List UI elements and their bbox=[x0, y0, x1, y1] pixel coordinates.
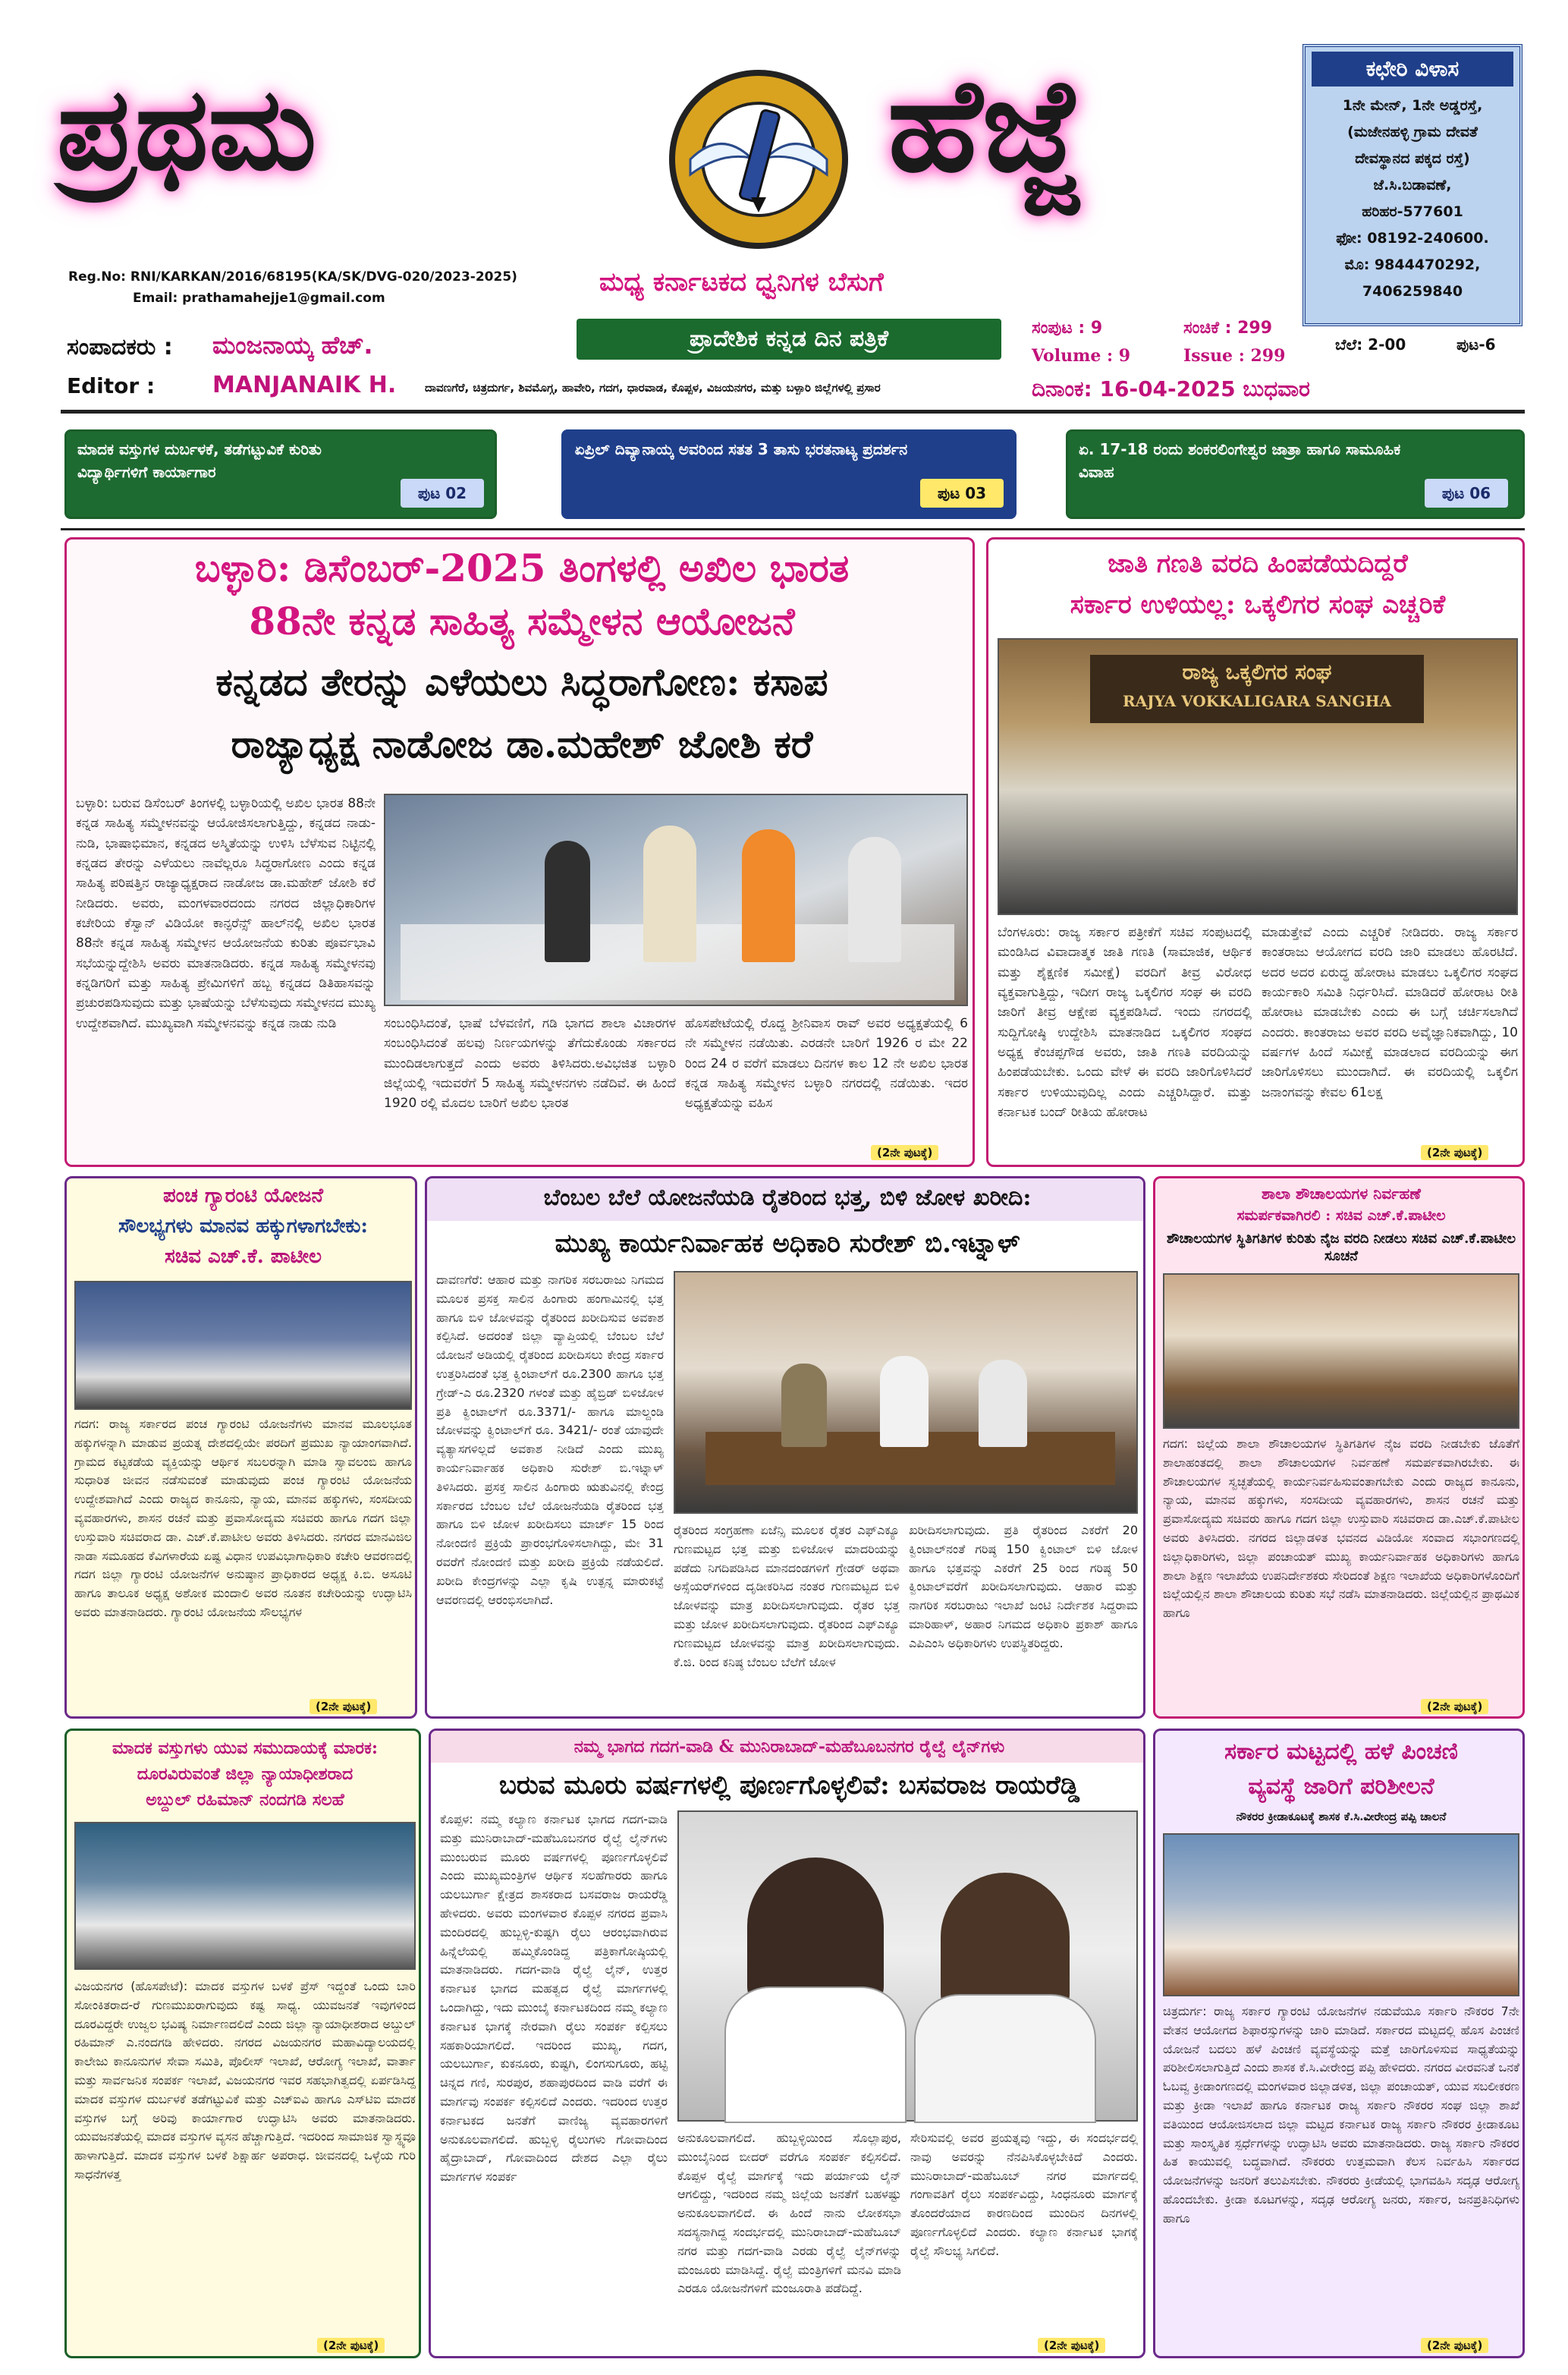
masthead-rule bbox=[61, 410, 1525, 414]
office-line: ದೇವಸ್ಥಾನದ ಪಕ್ಕದ ರಸ್ತೆ) bbox=[1355, 150, 1470, 167]
office-line: ಜೆ.ಸಿ.ಬಡಾವಣೆ, bbox=[1373, 177, 1452, 193]
pension-headline-1: ಸರ್ಕಾರ ಮಟ್ಟದಲ್ಲಿ ಹಳೆ ಪಿಂಚಣಿ bbox=[1224, 1738, 1458, 1765]
bembala-headline-1-bar bbox=[427, 1178, 1145, 1221]
date-line: ದಿನಾಂಕ: 16-04-2025 ಬುಧವಾರ bbox=[1032, 376, 1310, 401]
continued-label: (2ನೇ ಪುಟಕ್ಕೆ) bbox=[871, 1145, 938, 1160]
pension-photo bbox=[1163, 1833, 1519, 1996]
bembala-col-2: ರೈತರಿಂದ ಸಂಗ್ರಹಣಾ ಏಜೆನ್ಸಿ ಮೂಲಕ ರೈತರ ಎಫ್‌ಎಕ್ಯೂ ಗುಣಮಟ್ಟದ ಭತ್ತ ಮತ್ತು ಬಿಳಿಜೋಳ ಮಾದರಿಯನ್ನು ಪಡೆದು ನಿಗದಿಪಡಿಸಿದ ಮಾನದಂಡಗಳಿಗೆ ಗ್ರೇಡರ್ ಅಥವಾ ಅಸ್ಸೆಯರ್‌ಗಳಿಂದ ದೃಡೀಕರಿಸಿದ ನಂತರ ಗುಣಮಟ್ಟದ ಬಿಳಿ ಜೋಳವನ್ನು ಮಾತ್ರ ಖರೀದಿಸಲಾಗುವುದು. ರೈತರ ಭತ್ತ ಮತ್ತು ಜೋಳ ಖರೀದಿಸಲಾಗುವುದು. ರೈತರಿಂದ ಎಫ್‌ಎಕ್ಯೂ ಗುಣಮಟ್ಟದ ಜೋಳವನ್ನು ಮಾತ್ರ ಖರೀದಿಸಲಾಗುವುದು. ಕೆ.ಜಿ. ರಿಂದ ಕನಿಷ್ಠ ಬೆಂಬಲ ಬೆಲೆಗೆ ಜೋಳ bbox=[674, 1523, 900, 1669]
office-line: ಮೊ: 9844470292, bbox=[1344, 256, 1481, 273]
drugs-story bbox=[64, 1729, 421, 2358]
masthead-logo bbox=[668, 68, 850, 250]
bembala-headline-1: ಬೆಂಬಲ ಬೆಲೆ ಯೋಜನೆಯಡಿ ರೈತರಿಂದ ಭತ್ತ, ಬಿಳಿ ಜೋಳ ಖರೀದಿ: bbox=[543, 1184, 1032, 1211]
guarantee-headline-2: ಸೌಲಭ್ಯಗಳು ಮಾನವ ಹಕ್ಕುಗಳಾಗಬೇಕು: bbox=[118, 1215, 368, 1238]
railway-headline-2: ಬರುವ ಮೂರು ವರ್ಷಗಳಲ್ಲಿ ಪೂರ್ಣಗೊಳ್ಳಲಿವೆ: ಬಸವರಾಜ ರಾಯರೆಡ್ಡಿ bbox=[498, 1770, 1080, 1801]
guarantee-story bbox=[64, 1176, 417, 1719]
school-headline-2: ಸಮರ್ಪಕವಾಗಿರಲಿ : ಸಚಿವ ಎಚ್.ಕೆ.ಪಾಟೀಲ bbox=[1236, 1207, 1446, 1224]
lead-col-3: ಹೊಸಪೇಟೆಯಲ್ಲಿ ರೊದ್ದ ಶ್ರೀನಿವಾಸ ರಾವ್ ಅವರ ಅಧ್ಯಕ್ಷತೆಯಲ್ಲಿ 6 ನೇ ಸಮ್ಮೇಳನ ನಡೆಯಿತು. ಎರಡನೇ ಬಾರಿಗೆ 1926 ರ ಮೇ 22 ರಿಂದ 24 ರ ವರೆಗೆ ಮಾಡಲು ದಿನಗಳ ಕಾಲ 12 ನೇ ಅಖಿಲ ಭಾರತ ಕನ್ನಡ ಸಾಹಿತ್ಯ ಸಮ್ಮೇಳನ ಬಳ್ಳಾರಿ ನಗರದಲ್ಲಿ ನಡೆಯಿತು. ಇದರ ಅಧ್ಯಕ್ಷತೆಯನ್ನು ವಹಿಸ bbox=[685, 1016, 968, 1112]
volume-kn: ಸಂಪುಟ : 9 bbox=[1032, 319, 1103, 338]
pension-headline-3: ನೌಕರರ ಕ್ರೀಡಾಕೂಟಕ್ಕೆ ಶಾಸಕ ಕೆ.ಸಿ.ವೀರೇಂದ್ರ ಪಪ್ಪಿ ಚಾಲನೆ bbox=[1236, 1810, 1447, 1823]
editor-kn-label: ಸಂಪಾದಕರು : bbox=[67, 334, 173, 360]
drugs-body: ವಿಜಯನಗರ (ಹೊಸಪೇಟೆ): ಮಾದಕ ವಸ್ತುಗಳ ಬಳಕೆ ಪ್ರೆಸ್ ಇದ್ದಂತೆ ಒಂದು ಬಾರಿ ಸೋಂಕಿತರಾದ-ರೆ ಗುಣಮುಖರಾಗುವುದು ಕಷ್ಟ ಸಾಧ್ಯ. ಯುವಜನತೆ ಇವುಗಳಿಂದ ದೂರವಿದ್ದರೇ ಉಜ್ವಲ ಭವಿಷ್ಯ ನಿರ್ಮಾಣದಲಿದೆ ಎಂದು ಜಿಲ್ಲಾ ನ್ಯಾಯಾಧೀಶರಾದ ಅಬ್ದುಲ್ ರಹಿಮಾನ್ ಎ.ನಂದಗಡಿ ಹೇಳಿದರು. ನಗರದ ವಿಜಯನಗರ ಮಹಾವಿದ್ಯಾಲಯದಲ್ಲಿ ಕಾಲೇಜು ಕಾನೂನುಗಳ ಸೇವಾ ಸಮಿತಿ, ಪೊಲೀಸ್ ಇಲಾಖೆ, ಆರೋಗ್ಯ ಇಲಾಖೆ, ವಾರ್ತಾ ಮತ್ತು ಸಾರ್ವಜನಿಕ ಸಂಪರ್ಕ ಇಲಾಖೆ, ವಿಜಯನಗರ ಇವರ ಸಹಭಾಗಿತ್ವದಲ್ಲಿ ಏರ್ಪಡಿಸಿದ್ದ ಮಾದಕ ವಸ್ತುಗಳ ದುರ್ಬಳಕೆ ತಡೆಗಟ್ಟುವಿಕೆ ಮತ್ತು ಎಚ್‌ಐವಿ ಹಾಗೂ ಎಸ್‌ಟಿಐ ಮಾದಕ ವಸ್ತುಗಳ ಬಗ್ಗೆ ಅರಿವು ಕಾರ್ಯಾಗಾರ ಉದ್ಘಾಟಿಸಿ ಅವರು ಮಾತನಾಡಿದರು. ಯುವಜನತೆಯಲ್ಲಿ ಮಾದಕ ವಸ್ತುಗಳ ವ್ಯಸನ ಹೆಚ್ಚಾಗುತ್ತಿದೆ. ಇದರಿಂದ ಸಾಮಾಜಿಕ ಸ್ವಾಸ್ಥ್ಯವೂ ಹಾಳಾಗುತ್ತಿದೆ. ಮಾದಕ ವಸ್ತುಗಳ ಬಳಕೆ ಶಿಕ್ಷಾರ್ಹ ಅಪರಾಧ. ಜೀವನದಲ್ಲಿ ಒಳ್ಳೆಯ ಗುರಿ ಸಾಧನೆಗಳತ್ತ bbox=[74, 1979, 416, 2182]
railway-col-2: ಸೇರಿಸುವಲ್ಲಿ ಅವರ ಪ್ರಯತ್ನವು ಇದ್ದು, ಈ ಸಂದರ್ಭದಲ್ಲಿ ನಾವು ಅವರನ್ನು ನೆನಪಿಸಿಕೊಳ್ಳಬೇಕಿದೆ ಎಂದರು. ಮುನಿರಾಬಾದ್-ಮಹೆಬೂಬ್ ನಗರ ಮಾರ್ಗದಲ್ಲಿ ಗಂಗಾವತಿಗೆ ರೈಲು ಸಂಪರ್ಕವಿದ್ದು, ಸಿಂಧನೂರು ಮಾರ್ಗಕ್ಕೆ ತೊಂದರೆಯಾದ ಕಾರಣದಿಂದ ಮುಂದಿನ ದಿನಗಳಲ್ಲಿ ಪೂರ್ಣಗೊಳ್ಳಲಿದೆ ಎಂದರು. ಕಲ್ಯಾಣ ಕರ್ನಾಟಕ ಭಾಗಕ್ಕೆ ರೈಲ್ವೆ ಸೌಲಭ್ಯ ಸಿಗಲಿದೆ. bbox=[910, 2131, 1138, 2258]
masthead-title-left: ಪ್ರಥಮ bbox=[57, 62, 317, 196]
teaser-1[interactable]: ಮಾದಕ ವಸ್ತುಗಳ ದುರ್ಬಳಕೆ, ತಡೆಗಟ್ಟುವಿಕೆ ಕುರಿತು ವಿದ್ಯಾರ್ಥಿಗಳಿಗೆ ಕಾರ್ಯಾಗಾರ ಪುಟ 02 bbox=[64, 429, 497, 519]
teaser-rule bbox=[61, 528, 1525, 530]
lead-headline-2: 88ನೇ ಕನ್ನಡ ಸಾಹಿತ್ಯ ಸಮ್ಮೇಳನ ಆಯೋಜನೆ bbox=[249, 599, 795, 643]
school-photo bbox=[1163, 1273, 1519, 1429]
masthead-title-right: ಹೆಜ್ಜೆ bbox=[888, 49, 1083, 201]
continued-label: (2ನೇ ಪುಟಕ್ಕೆ) bbox=[317, 2338, 385, 2353]
lead-story bbox=[64, 537, 975, 1167]
teaser-3[interactable]: ಏ. 17-18 ರಂದು ಶಂಕರಲಿಂಗೇಶ್ವರ ಜಾತ್ರಾ ಹಾಗೂ ಸಾಮೂಹಿಕ ವಿವಾಹ ಪುಟ 06 bbox=[1066, 429, 1525, 519]
office-line: ಫೋ: 08192-240600. bbox=[1336, 230, 1489, 247]
vokkaliga-headline-1: ಜಾತಿ ಗಣತಿ ವರದಿ ಹಿಂಪಡೆಯದಿದ್ದರೆ bbox=[1108, 549, 1408, 579]
pension-story bbox=[1153, 1729, 1525, 2358]
vokkaliga-sign: ರಾಜ್ಯ ಒಕ್ಕಲಿಗರ ಸಂಘ RAJYA VOKKALIGARA SANGHA bbox=[1090, 655, 1424, 723]
masthead bbox=[0, 0, 1568, 414]
tagline: ಮಧ್ಯ ಕರ್ನಾಟಕದ ಧ್ವನಿಗಳ ಬೆಸುಗೆ bbox=[599, 267, 884, 297]
lead-headline-1: ಬಳ್ಳಾರಿ: ಡಿಸೆಂಬರ್-2025 ತಿಂಗಳಲ್ಲಿ ಅಖಿಲ ಭಾರತ bbox=[194, 546, 850, 590]
editor-en-label: Editor : bbox=[67, 373, 156, 398]
bembala-col-1: ದಾವಣಗೆರೆ: ಆಹಾರ ಮತ್ತು ನಾಗರಿಕ ಸರಬರಾಜು ನಿಗಮದ ಮೂಲಕ ಪ್ರಸಕ್ತ ಸಾಲಿನ ಹಿಂಗಾರು ಹಂಗಾಮಿನಲ್ಲಿ ಭತ್ತ ಹಾಗೂ ಬಿಳಿ ಜೋಳವನ್ನು ರೈತರಿಂದ ಖರೀದಿಸುವ ಅವಕಾಶ ಕಲ್ಪಿಸಿದೆ. ಅದರಂತೆ ಜಿಲ್ಲಾ ವ್ಯಾಪ್ತಿಯಲ್ಲಿ ಬೆಂಬಲ ಬೆಲೆ ಯೋಜನೆ ಅಡಿಯಲ್ಲಿ ರೈತರಿಂದ ಖರೀದಿಸಲು ಕೇಂದ್ರ ಸರ್ಕಾರ ಉತ್ತರಿಸಿದಂತೆ ಭತ್ತ ಕ್ವಿಂಟಾಲ್‌ಗೆ ರೂ.2300 ಹಾಗೂ ಭತ್ತ ಗ್ರೇಡ್-ಎ ರೂ.2320 ಗಳಂತೆ ಮತ್ತು ಹೈಬ್ರಿಡ್ ಬಿಳಿಜೋಳ ಪ್ರತಿ ಕ್ವಿಂಟಾಲ್‌ಗೆ ರೂ.3371/- ಹಾಗೂ ಮಾಲ್ದಂಡಿ ಜೋಳವನ್ನು ಕ್ವಿಂಟಾಲ್‌ಗೆ ರೂ. 3421/- ರಂತೆ ಯಾವುದೇ ವ್ಯತ್ಯಾಸಗಳಿಲ್ಲದೆ ಅವಕಾಶ ನೀಡಿದೆ ಎಂದು ಮುಖ್ಯ ಕಾರ್ಯನಿರ್ವಾಹಕ ಅಧಿಕಾರಿ ಸುರೇಶ್ ಬಿ.ಇಟ್ನಾಳ್ ತಿಳಿಸಿದರು. ಪ್ರಸಕ್ತ ಸಾಲಿನ ಹಿಂಗಾರು ಋತುವಿನಲ್ಲಿ ಕೇಂದ್ರ ಸರ್ಕಾರದ ಬೆಂಬಲ ಬೆಲೆ ಯೋಜನೆಯಡಿ ರೈತರಿಂದ ಭತ್ತ ಹಾಗೂ ಬಿಳಿ ಜೋಳ ಖರೀದಿಸಲು ಮಾರ್ಚ್ 15 ರಿಂದ ನೋಂದಣಿ ಪ್ರಕ್ರಿಯೆ ಪ್ರಾರಂಭಗೊಳಿಸಲಾಗಿದ್ದು, ಮೇ 31 ರವರೆಗೆ ನೋಂದಣಿ ಮತ್ತು ಖರೀದಿ ಪ್ರಕ್ರಿಯೆ ನಡೆಯಲಿದೆ. ಖರೀದಿ ಕೇಂದ್ರಗಳನ್ನು ಎಲ್ಲಾ ಕೃಷಿ ಉತ್ಪನ್ನ ಮಾರುಕಟ್ಟೆ ಆವರಣದಲ್ಲಿ ಆರಂಭಿಸಲಾಗಿದೆ. bbox=[436, 1272, 664, 1607]
drugs-photo bbox=[74, 1822, 416, 1970]
vokkaliga-story bbox=[986, 537, 1525, 1167]
drugs-headline-3: ಅಬ್ದುಲ್ ರಹಿಮಾನ್ ನಂದಗಡಿ ಸಲಹೆ bbox=[146, 1790, 344, 1810]
school-headline-1: ಶಾಲಾ ಶೌಚಾಲಯಗಳ ನಿರ್ವಹಣೆ bbox=[1262, 1184, 1421, 1203]
vokkaliga-col-2: ಮಾಡುತ್ತೇವೆ ಎಂದು ಎಚ್ಚರಿಕೆ ನೀಡಿದರು. ರಾಜ್ಯ ಸರ್ಕಾರ ಕಾಂತರಾಜು ಆಯೋಗದ ವರದಿ ಜಾರಿ ಮಾಡಲು ಹೊರಟಿದೆ. ಅದರ ಅದರ ಏರುದ್ಧ ಹೋರಾಟ ಮಾಡಲು ಒಕ್ಕಲಿಗರ ಸಂಘದ ಕಾರ್ಯಕಾರಿ ಸಮಿತಿ ನಿರ್ಧರಿಸಿದೆ. ಮಾಡಿದರೆ ಹೋರಾಟ ರೀತಿ ಹೋರಾಟ ಮಾಡಬೇಕು ಎಂದು ಈ ಬಗ್ಗೆ ಚರ್ಚಿಸಲಾಗಿದೆ ಎಂದರು. ಕಾಂತರಾಜು ಅವರ ವರದಿ ಅವೈಜ್ಞಾನಿಕವಾಗಿದ್ದು, 10 ವರ್ಷಗಳ ಹಿಂದೆ ಸಮೀಕ್ಷೆ ಮಾಡಲಾದ ವರದಿಯನ್ನು ಈಗ ಜಾರಿಗೊಳಿಸಲು ಮುಂದಾಗಿದೆ. ಈ ವರದಿಯಲ್ಲಿ ಒಕ್ಕಲಿಗ ಜನಾಂಗವನ್ನು ಕೇವಲ 61ಲಕ್ಷ bbox=[1262, 925, 1518, 1100]
lead-headline-4: ರಾಜ್ಯಾಧ್ಯಕ್ಷ ನಾಡೋಜ ಡಾ.ಮಹೇಶ್ ಜೋಶಿ ಕರೆ bbox=[231, 722, 813, 766]
page-count: ಪುಟ-6 bbox=[1456, 335, 1496, 354]
office-line: 1ನೇ ಮೇನ್, 1ನೇ ಅಡ್ಡರಸ್ತೆ, bbox=[1342, 97, 1483, 114]
teaser-2[interactable]: ಏಪ್ರಿಲ್ ದಿವ್ಯಾನಾಯ್ಕ ಅವರಿಂದ ಸತತ 3 ತಾಸು ಭರತನಾಟ್ಯ ಪ್ರದರ್ಶನ ಪುಟ 03 bbox=[561, 429, 1017, 519]
bembala-story bbox=[425, 1176, 1145, 1719]
bembala-headline-2: ಮುಖ್ಯ ಕಾರ್ಯನಿರ್ವಾಹಕ ಅಧಿಕಾರಿ ಸುರೇಶ್ ಬಿ.ಇಟ್ನಾಳ್ bbox=[555, 1228, 1020, 1259]
volume-en: Volume : 9 bbox=[1032, 346, 1131, 366]
paper-type-banner bbox=[577, 319, 1001, 360]
editor-en-name: MANJANAIK H. bbox=[212, 372, 397, 398]
office-title: ಕಛೇರಿ ವಿಳಾಸ bbox=[1312, 52, 1513, 87]
pension-headline-2: ವ್ಯವಸ್ಥೆ ಜಾರಿಗೆ ಪರಿಶೀಲನೆ bbox=[1248, 1773, 1434, 1800]
school-body: ಗದಗ: ಜಿಲ್ಲೆಯ ಶಾಲಾ ಶೌಚಾಲಯಗಳ ಸ್ಥಿತಿಗತಿಗಳ ನೈಜ ವರದಿ ನೀಡಬೇಕು ಜೊತೆಗೆ ಶಾಲಾಹಂತದಲ್ಲಿ ಶಾಲಾ ಶೌಚಾಲಯಗಳ ನಿರ್ವಹಣೆ ಸಮರ್ಪಕವಾಗಿರಬೇಕು. ಈ ಶೌಚಾಲಯಗಳ ಸ್ವಚ್ಛತೆಯಲ್ಲಿ ಕಾರ್ಯನಿರ್ವಹಿಸುವಂತಾಗಬೇಕು ಎಂದು ರಾಜ್ಯದ ಕಾನೂನು, ನ್ಯಾಯ, ಮಾನವ ಹಕ್ಕುಗಳು, ಸಂಸದೀಯ ವ್ಯವಹಾರಗಳು, ಶಾಸನ ರಚನೆ ಮತ್ತು ಪ್ರವಾಸೋದ್ಯಮ ಸಚಿವರು ಹಾಗೂ ಗದಗ ಜಿಲ್ಲಾ ಉಸ್ತುವಾರಿ ಸಚಿವರಾದ ಡಾ.ಎಚ್.ಕೆ.ಪಾಟೀಲ ಅವರು ತಿಳಿಸಿದರು. ನಗರದ ಜಿಲ್ಲಾಡಳಿತ ಭವನದ ವಿಡಿಯೋ ಸಂವಾದ ಸಭಾಂಗಣದಲ್ಲಿ ಜಿಲ್ಲಾಧಿಕಾರಿಗಳು, ಜಿಲ್ಲಾ ಪಂಚಾಯತ್ ಮುಖ್ಯ ಕಾರ್ಯನಿರ್ವಾಹಕ ಅಧಿಕಾರಿಗಳು ಹಾಗೂ ಶಾಲಾ ಶಿಕ್ಷಣ ಇಲಾಖೆಯ ಉಪನಿರ್ದೇಶಕರು ಸೇರಿದಂತೆ ಶಿಕ್ಷಣ ಇಲಾಖೆಯ ಅಧಿಕಾರಿಗಳೊಂದಿಗೆ ಜಿಲ್ಲೆಯಲ್ಲಿನ ಶಾಲಾ ಶೌಚಾಲಯ ಕುರಿತು ಸಭೆ ನಡೆಸಿ ಮಾತನಾಡಿದರು. ಜಿಲ್ಲೆಯಲ್ಲಿನ ಪ್ರಾಥಮಿಕ ಹಾಗೂ bbox=[1163, 1436, 1519, 1621]
railway-col-1: ಅನುಕೂಲವಾಗಲಿದೆ. ಹುಬ್ಬಳ್ಳಿಯಿಂದ ಸೊಲ್ಲಾಪುರ, ಮುಂಬೈನಿಂದ ಬೀದರ್ ವರೆಗೂ ಸಂಪರ್ಕ ಕಲ್ಪಿಸಲಿದೆ. ಕೊಪ್ಪಳ ರೈಲ್ವೆ ಮಾರ್ಗಕ್ಕೆ ಇದು ಪರ್ಯಾಯ ಲೈನ್ ಆಗಲಿದ್ದು, ಇದರಿಂದ ನಮ್ಮ ಜಿಲ್ಲೆಯ ಜನತೆಗೆ ಬಹಳಷ್ಟು ಅನುಕೂಲವಾಗಲಿದೆ. ಈ ಹಿಂದೆ ನಾನು ಲೋಕಸಭಾ ಸದಸ್ಯನಾಗಿದ್ದ ಸಂದರ್ಭದಲ್ಲಿ ಮುನಿರಾಬಾದ್-ಮಹೆಬೂಬ್ ನಗರ ಮತ್ತು ಗದಗ-ವಾಡಿ ಎರಡು ರೈಲ್ವೆ ಲೈನ್‌ಗಳನ್ನು ಮಂಜೂರು ಮಾಡಿಸಿದ್ದೆ. ರೈಲ್ವೆ ಮಂತ್ರಿಗಳಿಗೆ ಮನವಿ ಮಾಡಿ ಎರಡೂ ಯೋಜನೆಗಳಿಗೆ ಮಂಜೂರಾತಿ ಪಡೆದಿದ್ದೆ. bbox=[677, 2131, 901, 2296]
guarantee-headline-1: ಪಂಚ ಗ್ಯಾರಂಟಿ ಯೋಜನೆ bbox=[162, 1184, 324, 1207]
vokkaliga-photo bbox=[998, 638, 1518, 915]
districts-line: ದಾವಣಗೆರೆ, ಚಿತ್ರದುರ್ಗ, ಶಿವಮೊಗ್ಗ, ಹಾವೇರಿ, ಗದಗ, ಧಾರವಾಡ, ಕೊಪ್ಪಳ, ವಿಜಯನಗರ, ಮತ್ತು ಬಳ್ಳಾರಿ ಜಿಲ್ಲೆಗಳಲ್ಲಿ ಪ್ರಸಾರ bbox=[425, 381, 881, 395]
vokkaliga-col-1: ಬೆಂಗಳೂರು: ರಾಜ್ಯ ಸರ್ಕಾರ ಪತ್ರೀಕೆಗೆ ಸಚಿವ ಸಂಪುಟದಲ್ಲಿ ಮಂಡಿಸಿದ ವಿವಾದಾತ್ಮಕ ಜಾತಿ ಗಣತಿ (ಸಾಮಾಜಿಕ, ಆರ್ಥಿಕ ಮತ್ತು ಶೈಕ್ಷಣಿಕ ಸಮೀಕ್ಷೆ) ವರದಿಗೆ ತೀವ್ರ ವಿರೋಧ ವ್ಯಕ್ತವಾಗುತ್ತಿದ್ದು, ಇದೀಗ ರಾಜ್ಯ ಒಕ್ಕಲಿಗರ ಸಂಘ ಈ ವರದಿ ಜಾರಿಗೆ ತೀವ್ರ ಆಕ್ಷೇಪ ವ್ಯಕ್ತಪಡಿಸಿದೆ. ಇಂದು ನಗರದಲ್ಲಿ ಸುದ್ದಿಗೋಷ್ಠಿ ಉದ್ದೇಶಿಸಿ ಮಾತನಾಡಿದ ಒಕ್ಕಲಿಗರ ಸಂಘದ ಅಧ್ಯಕ್ಷ ಕೆಂಚಪ್ಪಗೌಡ ಅವರು, ಜಾತಿ ಗಣತಿ ವರದಿಯನ್ನು ಹಿಂಪಡೆಯಬೇಕು. ಒಂದು ವೇಳೆ ಈ ವರದಿ ಜಾರಿಗೊಳಿಸಿದರೆ ಸರ್ಕಾರ ಉಳಿಯುವುದಿಲ್ಲ ಎಂದು ಎಚ್ಚರಿಸಿದ್ದಾರೆ. ಮತ್ತು ಕರ್ನಾಟಕ ಬಂದ್ ರೀತಿಯ ಹೋರಾಟ bbox=[998, 925, 1252, 1121]
continued-label: (2ನೇ ಪುಟಕ್ಕೆ) bbox=[1421, 1699, 1488, 1714]
issue-kn: ಸಂಚಿಕೆ : 299 bbox=[1183, 319, 1273, 338]
continued-label: (2ನೇ ಪುಟಕ್ಕೆ) bbox=[1038, 2338, 1105, 2353]
teaser-page: ಪುಟ 03 bbox=[920, 479, 1004, 508]
office-lines bbox=[1310, 93, 1515, 305]
office-line: ಹರಿಹರ-577601 bbox=[1362, 203, 1463, 220]
guarantee-photo bbox=[74, 1281, 412, 1410]
vokkaliga-headline-2: ಸರ್ಕಾರ ಉಳಿಯಲ್ಲ: ಒಕ್ಕಲಿಗರ ಸಂಘ ಎಚ್ಚರಿಕೆ bbox=[1070, 590, 1446, 620]
railway-headline-1-bar bbox=[431, 1731, 1145, 1763]
email-line: Email: prathamahejje1@gmail.com bbox=[133, 291, 385, 306]
drugs-headline-1: ಮಾದಕ ವಸ್ತುಗಳು ಯುವ ಸಮುದಾಯಕ್ಕೆ ಮಾರಕ: bbox=[112, 1738, 378, 1758]
price: ಬೆಲೆ: 2-00 bbox=[1335, 335, 1406, 354]
lead-col-1: ಬಳ್ಳಾರಿ: ಬರುವ ಡಿಸೆಂಬರ್ ತಿಂಗಳಲ್ಲಿ ಬಳ್ಳಾರಿಯಲ್ಲಿ ಅಖಿಲ ಭಾರತ 88ನೇ ಕನ್ನಡ ಸಾಹಿತ್ಯ ಸಮ್ಮೇಳನವನ್ನು ಆಯೋಜಿಸಲಾಗುತ್ತಿದ್ದು, ಕನ್ನಡದ ನಾಡು-ನುಡಿ, ಭಾಷಾಭಿಮಾನ, ಕನ್ನಡದ ಅಸ್ಮಿತೆಯನ್ನು ಉಳಿಸಿ ಬೆಳೆಸುವ ನಿಟ್ಟಿನಲ್ಲಿ ಕನ್ನಡದ ತೇರನ್ನು ಎಳೆಯಲು ನಾವೆಲ್ಲರೂ ಸಿದ್ಧರಾಗೋಣ ಎಂದು ಕನ್ನಡ ಸಾಹಿತ್ಯ ಪರಿಷತ್ತಿನ ರಾಜ್ಯಾಧ್ಯಕ್ಷರಾದ ನಾಡೋಜ ಡಾ.ಮಹೇಶ್ ಜೋಶಿ ಕರೆ ನೀಡಿದರು. ಅವರು, ಮಂಗಳವಾರದಂದು ನಗರದ ಜಿಲ್ಲಾಧಿಕಾರಿಗಳ ಕಚೇರಿಯ ಕೆಸ್ವಾನ್ ವಿಡಿಯೋ ಕಾನ್ಫರೆನ್ಸ್ ಹಾಲ್‌ನಲ್ಲಿ ಅಖಿಲ ಭಾರತ 88ನೇ ಕನ್ನಡ ಸಾಹಿತ್ಯ ಸಮ್ಮೇಳನ ಆಯೋಜನೆಯ ಕುರಿತು ಪೂರ್ವಭಾವಿ ಸಭೆಯನ್ನುದ್ದೇಶಿಸಿ ಅವರು ಮಾತನಾಡಿದರು. ಕನ್ನಡ ಸಾಹಿತ್ಯ ಸಮ್ಮೇಳನವು ಕನ್ನಡಿಗರಿಗೆ ಮತ್ತು ಸಾಹಿತ್ಯ ಪ್ರೇಮಿಗಳಿಗೆ ಹಬ್ಬ ಕನ್ನಡದ ಡಿತಿಹಾಸವನ್ನು ಪ್ರಚುರಪಡಿಸುವುದು ಮತ್ತು ಭಾಷೆಯನ್ನು ಬೆಳೆಸುವುದು ಸಮ್ಮೇಳನದ ಮುಖ್ಯ ಉದ್ದೇಶವಾಗಿದೆ. ಮುಖ್ಯವಾಗಿ ಸಮ್ಮೇಳನವನ್ನು ಕನ್ನಡ ನಾಡು ನುಡಿ bbox=[76, 796, 376, 1031]
school-headline-3: ಶೌಚಾಲಯಗಳ ಸ್ಥಿತಿಗತಿಗಳ ಕುರಿತು ನೈಜ ವರದಿ ನೀಡಲು ಸಚಿವ ಎಚ್.ಕೆ.ಪಾಟೀಲ ಸೂಚನೆ bbox=[1166, 1231, 1516, 1265]
railway-story bbox=[429, 1729, 1145, 2358]
railway-headline-1: ನಮ್ಮ ಭಾಗದ ಗದಗ-ವಾಡಿ & ಮುನಿರಾಬಾದ್-ಮಹೆಬೂಬನಗರ ರೈಲ್ವೆ ಲೈನ್‌ಗಳು bbox=[573, 1737, 1005, 1757]
office-line: (ಮಜೇನಹಳ್ಳಿ ಗ್ರಾಮ ದೇವತೆ bbox=[1347, 124, 1478, 140]
continued-label: (2ನೇ ಪುಟಕ್ಕೆ) bbox=[1421, 1145, 1488, 1160]
lead-col-2: ಸಂಬಂಧಿಸಿದಂತೆ, ಭಾಷೆ ಬೆಳವಣಿಗೆ, ಗಡಿ ಭಾಗದ ಶಾಲಾ ವಿಚಾರಗಳ ಸಂಬಂಧಿಸಿದಂತೆ ಹಲವು ನಿರ್ಣಯಗಳನ್ನು ತೆಗೆದುಕೊಂಡು ಸರ್ಕಾರದ ಮುಂದಿಡಲಾಗುತ್ತದೆ ಎಂದು ಅವರು ತಿಳಿಸಿದರು.ಅವಿಭಜಿತ ಬಳ್ಳಾರಿ ಜಿಲ್ಲೆಯಲ್ಲಿ ಇದುವರೆಗೆ 5 ಸಾಹಿತ್ಯ ಸಮ್ಮೇಳನಗಳು ನಡೆದಿವೆ. ಈ ಹಿಂದೆ 1920 ರಲ್ಲಿ ಮೊದಲ ಬಾರಿಗೆ ಅಖಿಲ ಭಾರತ bbox=[384, 1016, 676, 1112]
pension-body: ಚಿತ್ರದುರ್ಗ: ರಾಜ್ಯ ಸರ್ಕಾರ ಗ್ಯಾರಂಟಿ ಯೋಜನೆಗಳ ನಡುವೆಯೂ ಸರ್ಕಾರಿ ನೌಕರರ 7ನೇ ವೇತನ ಆಯೋಗದ ಶಿಫಾರಸ್ಸುಗಳನ್ನು ಜಾರಿ ಮಾಡಿದೆ. ಸರ್ಕಾರದ ಮಟ್ಟದಲ್ಲಿ ಹೊಸ ಪಿಂಚಣಿ ಯೋಜನೆ ಬದಲು ಹಳೆ ಪಿಂಚಣಿ ವ್ಯವಸ್ಥೆಯನ್ನು ಮತ್ತೆ ಜಾರಿಗೊಳಿಸುವ ಸಾಧ್ಯತೆಯನ್ನು ಪರಿಶೀಲಿಸಲಾಗುತ್ತಿದೆ ಎಂದು ಶಾಸಕ ಕೆ.ಸಿ.ವೀರೇಂದ್ರ ಪಪ್ಪಿ ಹೇಳಿದರು. ನಗರದ ವೀರವನಿತೆ ಒನಕೆ ಓಬವ್ವ ಕ್ರೀಡಾಂಗಣದಲ್ಲಿ ಮಂಗಳವಾರ ಜಿಲ್ಲಾಡಳಿತ, ಜಿಲ್ಲಾ ಪಂಚಾಯತ್, ಯುವ ಸಬಲೀಕರಣ ಮತ್ತು ಕ್ರೀಡಾ ಇಲಾಖೆ ಹಾಗೂ ಕರ್ನಾಟಕ ರಾಜ್ಯ ಸರ್ಕಾರಿ ನೌಕರರ ಸಂಘ ಜಿಲ್ಲಾ ಶಾಖೆ ವತಿಯಿಂದ ಆಯೋಜಿಸಲಾದ ಜಿಲ್ಲಾ ಮಟ್ಟದ ಕರ್ನಾಟಕ ರಾಜ್ಯ ಸರ್ಕಾರಿ ನೌಕರರ ಕ್ರೀಡಾಕೂಟ ಮತ್ತು ಸಾಂಸ್ಕೃತಿಕ ಸ್ಪರ್ಧೆಗಳನ್ನು ಉದ್ಘಾಟಿಸಿ ಅವರು ಮಾತನಾಡಿದರು. ರಾಜ್ಯ ಸರ್ಕಾರಿ ನೌಕರರ ಹಿತ ಕಾಯುವಲ್ಲಿ ಬದ್ಧವಾಗಿದೆ. ನೌಕರರು ಉತ್ತಮವಾಗಿ ಕೆಲಸ ನಿರ್ವಹಿಸಿ ಸರ್ಕಾರದ ಯೋಜನೆಗಳನ್ನು ಜನರಿಗೆ ತಲುಪಿಸಬೇಕು. ನೌಕರರು ಕ್ರೀಡೆಯಲ್ಲಿ ಭಾಗವಹಿಸಿ ಸದೃಢ ಆರೋಗ್ಯ ಹೊಂದಬೇಕು. ಕ್ರೀಡಾ ಕೂಟಗಳನ್ನು, ಸದೃಢ ಆರೋಗ್ಯ ಜನರು, ಸರ್ಕಾರ, ಜನಪ್ರತಿನಿಧಿಗಳು ಹಾಗೂ bbox=[1163, 2004, 1519, 2226]
editor-kn-name: ಮಂಜನಾಯ್ಕ ಹೆಚ್. bbox=[212, 331, 373, 360]
railway-photo bbox=[677, 1810, 1138, 2122]
office-address-box bbox=[1302, 44, 1522, 326]
teaser-page: ಪುಟ 02 bbox=[401, 479, 484, 508]
bembala-photo bbox=[674, 1271, 1138, 1514]
continued-label: (2ನೇ ಪುಟಕ್ಕೆ) bbox=[1421, 2338, 1488, 2353]
issue-en: Issue : 299 bbox=[1183, 346, 1286, 366]
school-story bbox=[1153, 1176, 1525, 1719]
reg-number: Reg.No: RNI/KARKAN/2016/68195(KA/SK/DVG-020/2023-2025) bbox=[68, 269, 517, 285]
teaser-page: ಪುಟ 06 bbox=[1425, 479, 1508, 508]
lead-headline-3: ಕನ್ನಡದ ತೇರನ್ನು ಎಳೆಯಲು ಸಿದ್ಧರಾಗೋಣ: ಕಸಾಪ bbox=[215, 659, 828, 704]
paper-type: ಪ್ರಾದೇಶಿಕ ಕನ್ನಡ ದಿನ ಪತ್ರಿಕೆ bbox=[689, 326, 889, 352]
drugs-headline-2: ದೂರವಿರುವಂತೆ ಜಿಲ್ಲಾ ನ್ಯಾಯಾಧೀಶರಾದ bbox=[137, 1764, 354, 1784]
guarantee-body: ಗದಗ: ರಾಜ್ಯ ಸರ್ಕಾರದ ಪಂಚ ಗ್ಯಾರಂಟಿ ಯೋಜನೆಗಳು ಮಾನವ ಮೂಲಭೂತ ಹಕ್ಕುಗಳನ್ನಾಗಿ ಮಾಡುವ ಪ್ರಯತ್ನ ದೇಶದಲ್ಲಿಯೇ ಪರದಿಗೆ ಪ್ರಮುಖ ನ್ಯಾಯಾಂಗವಾಗಿದೆ. ಗ್ರಾಮದ ಕಟ್ಟಕಡೆಯ ವ್ಯಕ್ತಿಯನ್ನು ಆರ್ಥಿಕ ಸಬಲರನ್ನಾಗಿ ಮಾಡಿ ಸ್ವಾವಲಂಬಿ ಹಾಗೂ ಸುಧಾರಿತ ಜೀವನ ನಡೆಸುವಂತೆ ಮಾಡುವುದು ಪಂಚ ಗ್ಯಾರಂಟಿ ಯೋಜನೆಯ ಉದ್ದೇಶವಾಗಿದೆ ಎಂದು ರಾಜ್ಯದ ಕಾನೂನು, ನ್ಯಾಯ, ಮಾನವ ಹಕ್ಕುಗಳು, ಸಂಸದೀಯ ವ್ಯವಹಾರಗಳು, ಶಾಸನ ರಚನೆ ಮತ್ತು ಪ್ರವಾಸೋದ್ಯಮ ಸಚಿವರು ಹಾಗೂ ಗದಗ ಜಿಲ್ಲಾ ಉಸ್ತುವಾರಿ ಸಚಿವರಾದ ಡಾ. ಎಚ್.ಕೆ.ಪಾಟೀಲ ಅವರು ತಿಳಿಸಿದರು. ನಗರದ ಮಾನವಿಜಿಲ ನಾಡಾ ಸಮೂಹದ ಕೆವಿಗಳಾರೆಯ ಏಷ್ಟ ವಿಧಾನ ಉಪವಿಭಾಗಾಧಿಕಾರಿ ಕಚೇರಿ ಆವರಣದಲ್ಲಿ ಗದಗ ಜಿಲ್ಲಾ ಗ್ಯಾರಂಟಿ ಯೋಜನೆಗಳ ಅನುಷ್ಠಾನ ಪ್ರಾಧಿಕಾರದ ಅಧ್ಯಕ್ಷ ಕಿ.ಬಿ. ಅಸೂಟಿ ಹಾಗೂ ತಾಲೂಕ ಅಧ್ಯಕ್ಷ ಅಶೋಕ ಮಂದಾಲಿ ಅವರ ನೂತನ ಕಚೇರಿಯನ್ನು ಉದ್ಘಾಟಿಸಿ ಅವರು ಮಾತನಾಡಿದರು. ಗ್ಯಾರಂಟಿ ಯೋಜನೆಯ ಸೌಲಭ್ಯಗಳ bbox=[74, 1417, 412, 1619]
bembala-col-3: ಖರೀದಿಸಲಾಗುವುದು. ಪ್ರತಿ ರೈತರಿಂದ ಎಕರೆಗೆ 20 ಕ್ವಿಂಟಾಲ್‌ನಂತೆ ಗರಿಷ್ಠ 150 ಕ್ವಿಂಟಾಲ್ ಬಿಳಿ ಜೋಳ ಹಾಗೂ ಭತ್ತವನ್ನು ಎಕರೆಗೆ 25 ರಿಂದ ಗರಿಷ್ಠ 50 ಕ್ವಿಂಟಾಲ್‌ವರೆಗೆ ಖರೀದಿಸಲಾಗುವುದು. ಆಹಾರ ಮತ್ತು ನಾಗರಿಕ ಸರಬರಾಜು ಇಲಾಖೆ ಜಂಟಿ ನಿರ್ದೇಶಕ ಸಿದ್ದರಾಮ ಮಾರಿಹಾಳ್, ಅಹಾರ ನಿಗಮದ ಅಧಿಕಾರಿ ಪ್ರಕಾಶ್ ಹಾಗೂ ಎಪಿಎಂಸಿ ಅಧಿಕಾರಿಗಳು ಉಪಸ್ಥಿತರಿದ್ದರು. bbox=[909, 1523, 1138, 1650]
railway-col-0: ಕೊಪ್ಪಳ: ನಮ್ಮ ಕಲ್ಯಾಣ ಕರ್ನಾಟಕ ಭಾಗದ ಗದಗ-ವಾಡಿ ಮತ್ತು ಮುನಿರಾಬಾದ್-ಮಹೆಬೂಬನಗರ ರೈಲ್ವೆ ಲೈನ್‌ಗಳು ಮುಂಬರುವ ಮೂರು ವರ್ಷಗಳಲ್ಲಿ ಪೂರ್ಣಗೊಳ್ಳಲಿವೆ ಎಂದು ಮುಖ್ಯಮಂತ್ರಿಗಳ ಆರ್ಥಿಕ ಸಲಹೆಗಾರರು ಹಾಗೂ ಯಲಬುರ್ಗಾ ಕ್ಷೇತ್ರದ ಶಾಸಕರಾದ ಬಸವರಾಜ ರಾಯರೆಡ್ಡಿ ಹೇಳಿದರು. ಅವರು ಮಂಗಳವಾರ ಕೊಪ್ಪಳ ನಗರದ ಪ್ರವಾಸಿ ಮಂದಿರದಲ್ಲಿ ಹುಬ್ಬಳ್ಳಿ-ಕುಷ್ಟಗಿ ರೈಲು ಆರಂಭವಾಗಿರುವ ಹಿನ್ನೆಲೆಯಲ್ಲಿ ಹಮ್ಮಿಕೊಂಡಿದ್ದ ಪತ್ರಿಕಾಗೋಷ್ಠಿಯಲ್ಲಿ ಮಾತನಾಡಿದರು. ಗದಗ-ವಾಡಿ ರೈಲ್ವೆ ಲೈನ್, ಉತ್ತರ ಕರ್ನಾಟಕ ಭಾಗದ ಮಹತ್ವದ ರೈಲ್ವೆ ಮಾರ್ಗಗಳಲ್ಲಿ ಒಂದಾಗಿದ್ದು, ಇದು ಮುಂಬೈ ಕರ್ನಾಟಕದಿಂದ ನಮ್ಮ ಕಲ್ಯಾಣ ಕರ್ನಾಟಕ ಭಾಗಕ್ಕೆ ನೇರವಾಗಿ ರೈಲು ಸಂಪರ್ಕ ಕಲ್ಪಿಸಲು ಸಹಕಾರಿಯಾಗಲಿದೆ. ಇದರಿಂದ ಮುಖ್ಯ, ಗದಗ, ಯಲಬುರ್ಗಾ, ಕುಕನೂರು, ಕುಷ್ಟಗಿ, ಲಿಂಗಸುಗೂರು, ಹಟ್ಟಿ ಚಿನ್ನದ ಗಣಿ, ಸುರಪುರ, ಶಹಾಪುರದಿಂದ ವಾಡಿ ವರೆಗೆ ಈ ಮಾರ್ಗವು ಸಂಪರ್ಕ ಕಲ್ಪಿಸಲಿದೆ ಎಂದರು. ಇದರಿಂದ ಉತ್ತರ ಕರ್ನಾಟಕದ ಜನತೆಗೆ ವಾಣಿಜ್ಯ ವ್ಯವಹಾರಗಳಿಗೆ ಅನುಕೂಲವಾಗಲಿದೆ. ಹುಬ್ಬಳ್ಳಿ ರೈಲುಗಳು ಗೋವಾದಿಂದ ಹೈದ್ರಾಬಾದ್, ಗೋವಾದಿಂದ ದೇಶದ ಎಲ್ಲಾ ರೈಲು ಮಾರ್ಗಗಳ ಸಂಪರ್ಕ bbox=[440, 1812, 668, 2185]
lead-photo bbox=[384, 794, 968, 1006]
guarantee-headline-3: ಸಚಿವ ಎಚ್.ಕೆ. ಪಾಟೀಲ bbox=[165, 1245, 322, 1268]
office-line: 7406259840 bbox=[1362, 283, 1463, 300]
continued-label: (2ನೇ ಪುಟಕ್ಕೆ) bbox=[310, 1699, 377, 1714]
